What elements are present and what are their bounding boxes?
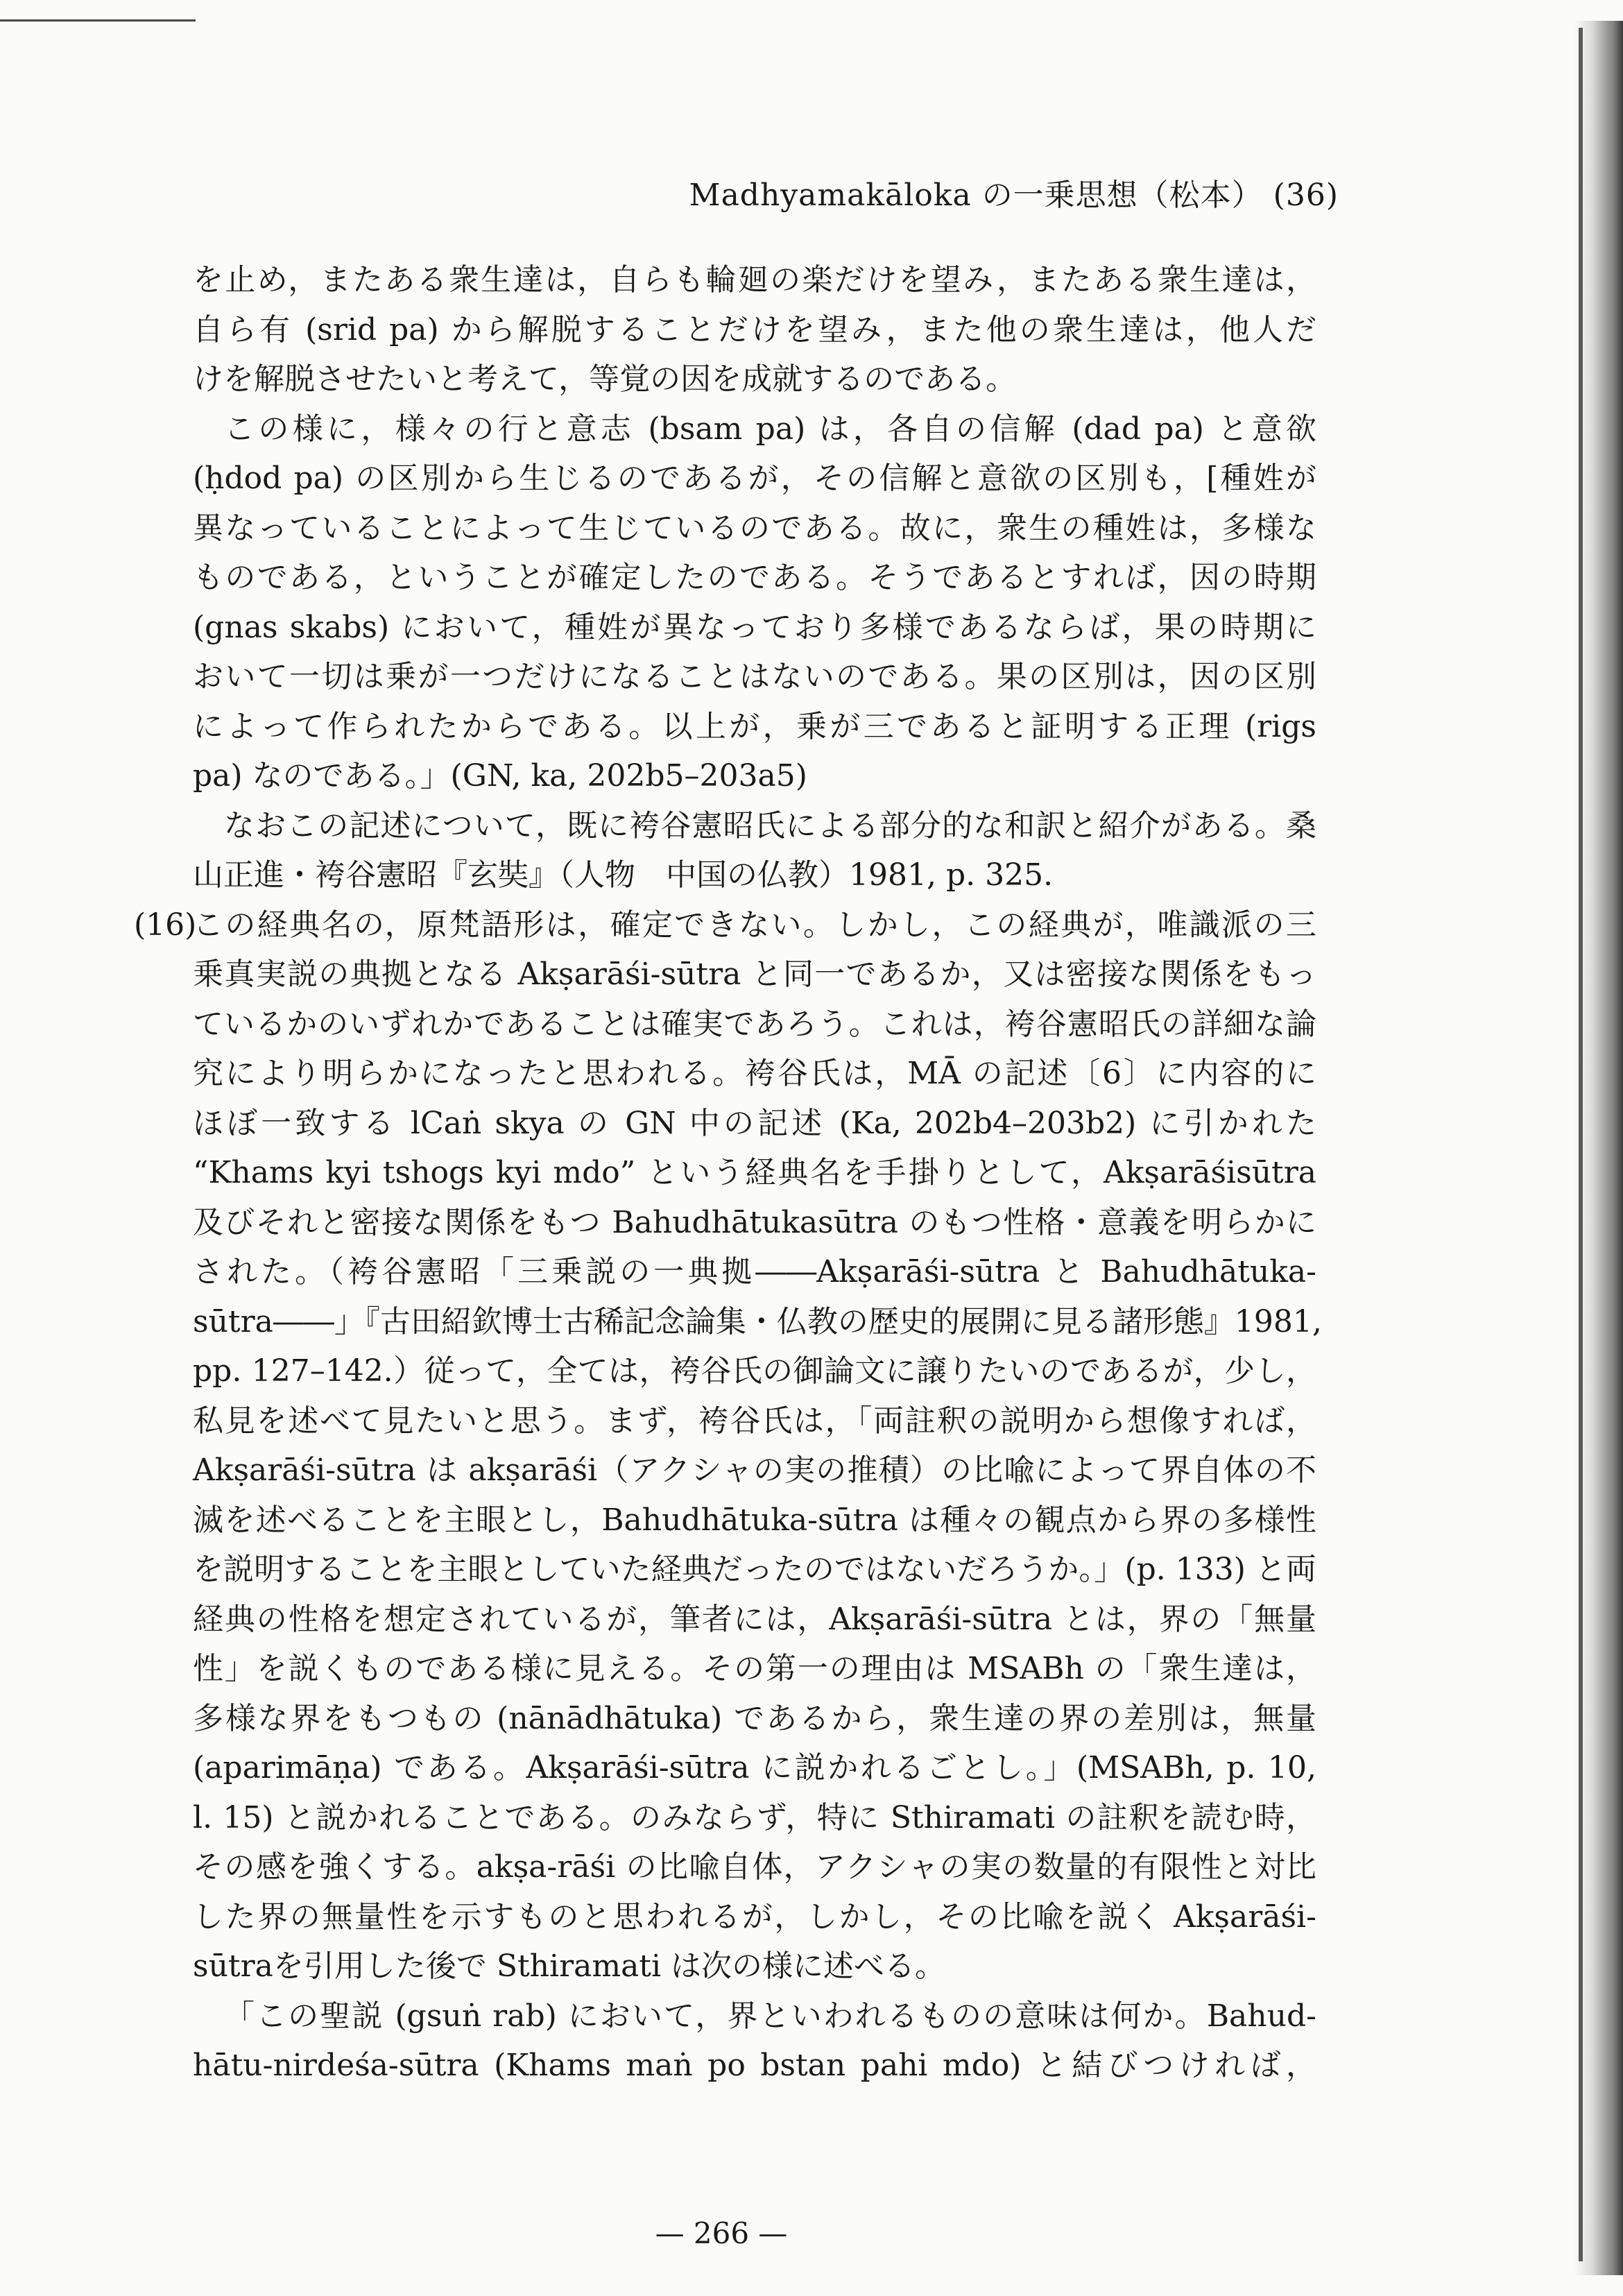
note-16-line-17: 多様な界をもつもの (nānādhātuka) であるから，衆生達の界の差別は，無量 <box>193 1700 1316 1736</box>
note-16-line-23: 「この聖説 (gsuṅ rab) において，界といわれるものの意味は何か。Bahud- <box>224 1998 1316 2034</box>
note-16-line-11: 私見を述べて見たいと思う。まず，袴谷氏は，「両註釈の説明から想像すれば， <box>193 1403 1316 1439</box>
note-16-line-1 <box>134 900 1316 950</box>
note-16-line-7: 及びそれと密接な関係をもつ Bahudhātukasūtra のもつ性格・意義を明らかに <box>193 1204 1316 1240</box>
note-16-line-8: された。（袴谷憲昭「三乗説の一典拠――Akṣarāśi-sūtra と Bahudhātuka- <box>193 1254 1316 1290</box>
body-line-4: この様に，様々の行と意志 (bsam pa) は，各自の信解 (dad pa) と意欲 <box>224 411 1316 447</box>
body-line-9: おいて一切は乗が一つだけになることはないのである。果の区別は，因の区別 <box>193 659 1316 694</box>
note-16-line-12: Akṣarāśi-sūtra は akṣarāśi（アクシャの実の推積）の比喩によって界自体の不 <box>193 1453 1316 1488</box>
note-16-line-14: を説明することを主眼としていた経典だったのではないだろうか。」(p. 133) と両 <box>193 1552 1316 1587</box>
body-line-10: によって作られたからである。以上が，乗が三であると証明する正理 (rigs <box>193 708 1316 744</box>
page-body <box>134 255 1322 2091</box>
body-line-2: 自ら有 (srid pa) から解脱することだけを望み，また他の衆生達は，他人だ <box>193 311 1316 348</box>
note-16-line-21: した界の無量性を示すものと思われるが，しかし，その比喩を説く Akṣarāśi- <box>193 1899 1316 1935</box>
note-16-line-19: l. 15) と説かれることである。のみならず，特に Sthiramati の註釈を読む時， <box>193 1799 1316 1835</box>
note-16-line-3: ているかのいずれかであることは確実であろう。これは，袴谷憲昭氏の詳細な論 <box>193 1006 1316 1042</box>
body-line-6: 異なっていることによって生じているのである。故に，衆生の種姓は，多様な <box>193 510 1316 546</box>
note-16-line-15: 経典の性格を想定されているが，筆者には，Akṣarāśi-sūtra とは，界の「無量 <box>193 1601 1316 1637</box>
book-binding-edge <box>1579 28 1583 2261</box>
note-16-line-6: “Khams kyi tshogs kyi mdo” という経典名を手掛りとして，Akṣarāśisūtra <box>193 1155 1316 1190</box>
body-line-5: (ḥdod pa) の区別から生じるのであるが，その信解と意欲の区別も，[種姓が <box>193 461 1316 496</box>
note-16-line-16: 性」を説くものである様に見える。その第一の理由は MSABh の「衆生達は， <box>193 1651 1316 1686</box>
note-16-line-2: 乗真実説の典拠となる Akṣarāśi-sūtra と同一であるか，又は密接な関係をもっ <box>193 957 1316 992</box>
scan-artifact-line <box>0 19 196 22</box>
body-line-7: ものである，ということが確定したのである。そうであるとすれば，因の時期 <box>193 560 1316 595</box>
body-line-12: なおこの記述について，既に袴谷憲昭氏による部分的な和訳と紹介がある。桑 <box>224 807 1316 843</box>
body-line-8: (gnas skabs) において，種姓が異なっており多様であるならば，果の時期に <box>193 609 1316 645</box>
note-16-text-1: この経典名の，原梵語形は，確定できない。しかし，この経典が，唯識派の三 <box>193 907 1316 943</box>
note-16-number: (16) <box>134 907 197 943</box>
note-16-line-20: その感を強くする。akṣa-rāśi の比喩自体，アクシャの実の数量的有限性と対比 <box>193 1849 1316 1885</box>
note-16-line-9: sūtra――」『古田紹欽博士古稀記念論集・仏教の歴史的展開に見る諸形態』1981, <box>193 1303 1322 1339</box>
note-16-line-10: pp. 127–142.）従って，全ては，袴谷氏の御論文に譲りたいのであるが，少し， <box>193 1353 1316 1389</box>
note-16-line-18: (aparimāṇa) である。Akṣarāśi-sūtra に説かれるごとし。」(MSABh, p. 10, <box>193 1750 1316 1785</box>
body-line-11: pa) なのである。」(GN, ka, 202b5–203a5) <box>193 758 807 794</box>
note-16-line-5: ほぼ一致する lCaṅ skya の GN 中の記述 (Ka, 202b4–203b2) に引かれた <box>193 1105 1316 1141</box>
running-header: Madhyamakāloka の一乗思想（松本） (36) <box>689 178 1339 213</box>
body-line-3: けを解脱させたいと考えて，等覚の因を成就するのである。 <box>193 361 1017 397</box>
page-number: — 266 — <box>655 2216 788 2250</box>
note-16-line-4: 究により明らかになったと思われる。袴谷氏は，MĀ の記述〔6〕に内容的に <box>193 1056 1316 1091</box>
note-16-line-13: 滅を述べることを主眼とし，Bahudhātuka-sūtra は種々の観点から界の多様性 <box>193 1502 1316 1538</box>
note-16-line-24: hātu-nirdeśa-sūtra (Khams maṅ po bstan pahi mdo) と結びつければ， <box>193 2048 1316 2083</box>
note-16-line-22: sūtraを引用した後で Sthiramati は次の様に述べる。 <box>193 1948 946 1984</box>
body-line-13: 山正進・袴谷憲昭『玄奘』（人物 中国の仏教）1981, p. 325. <box>193 857 1054 893</box>
body-line-1: を止め，またある衆生達は，自らも輪廻の楽だけを望み，またある衆生達は， <box>193 262 1316 298</box>
